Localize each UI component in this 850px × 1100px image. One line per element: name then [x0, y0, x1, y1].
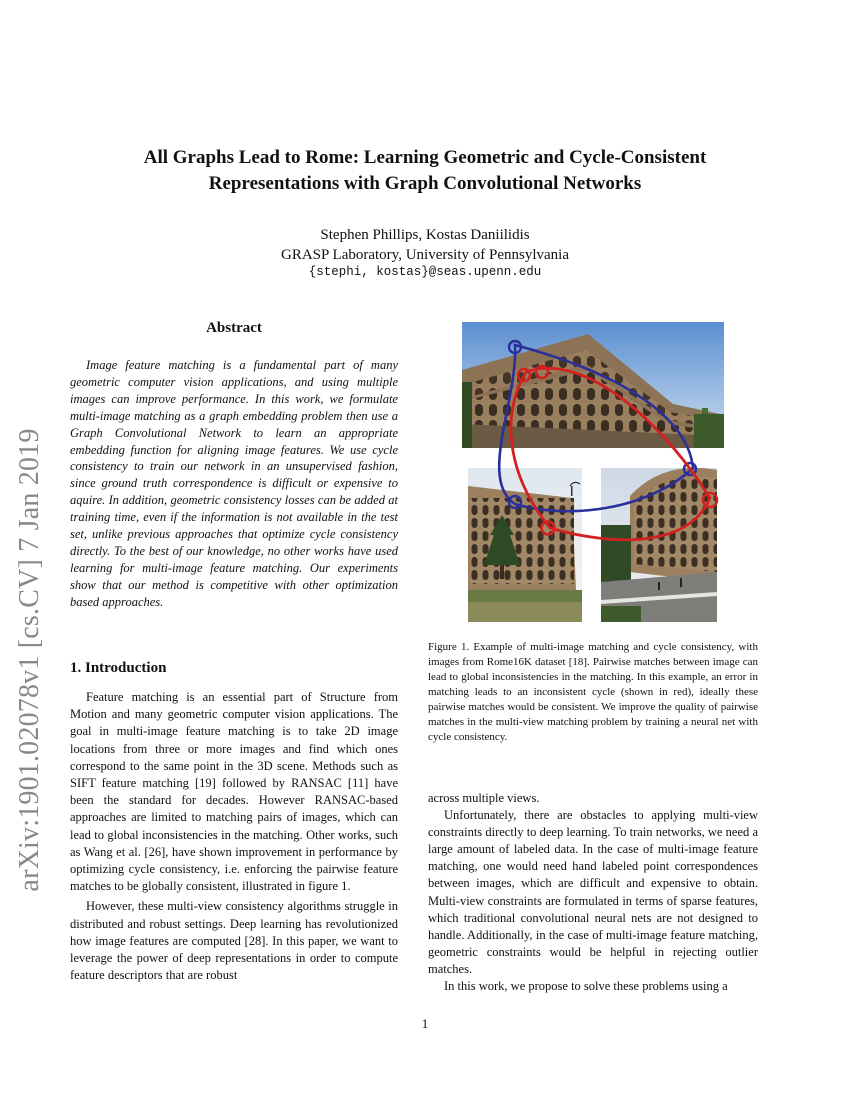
figure-1	[458, 320, 728, 625]
introduction-right-column	[428, 790, 758, 995]
arxiv-id-text: arXiv:1901.02078v1 [cs.CV] 7 Jan 2019	[14, 428, 45, 892]
author-block	[60, 225, 790, 265]
affiliation: GRASP Laboratory, University of Pennsylvania	[280, 247, 570, 263]
figure-1-illustration	[458, 320, 728, 625]
intro-paragraph-1: Feature matching is an essential part of Structure from Motion and many geometric computer vision applications. The goal in multi-image feature matching is to take 2D image locations from three or more images and find which ones correspond to the same point in the 3D scene. Methods such as SIFT feature matching [19] followed by RANSAC [11] have been the standard for decades. However RANSAC-based approaches are limited to matching pairs of images, which can lead to global inconsistencies in the matching. Other works, such as Wang et al. [26], have shown improvement in performance by optimizing cycle consistency, i.e. enforcing the pairwise feature matches to be globally consistent, illustrated in figure 1.	[70, 690, 398, 894]
author-emails: {stephi, kostas}@seas.upenn.edu	[308, 265, 542, 279]
page-number: 1	[421, 1016, 429, 1031]
figure-1-caption: Figure 1. Example of multi-image matching and cycle consistency, with images from Rome16K dataset [18]. Pairwise matches between image can lead to global inconsistencies in the matching. In this example, an error in matching leads to an inconsistent cycle (shown in red), ideally these pairwise matches would be consistent. We improve the quality of pairwise matches in the multi-view matching problem by training a neural net with cycle consistency.	[428, 641, 758, 743]
right-paragraph-3: In this work, we propose to solve these problems using a	[444, 979, 728, 994]
abstract-body: Image feature matching is a fundamental part of many geometric computer vision applications, and using multiple images can improve performance. In this work, we formulate multi-image matching as a graph embedding problem then use a Graph Convolutional Network to learn an appropriate embedding function for aligning image features. We use cycle consistency to train our network in an unsupervised fashion, since ground truth correspondence is difficult or expensive to aquire. In addition, geometric consistency losses can be added at training time, even if the information is not available in the test set, unlike previous approaches that optimize cycle consistency directly. To the best of our knowledge, no other works have used learning for multi-image feature matching. Our experiments show that our method is competitive with other optimization based approaches.	[70, 358, 398, 609]
paper-title	[60, 145, 790, 197]
intro-paragraph-2: However, these multi-view consistency algorithms struggle in distributed and robust settings. Deep learning has revolutionized how image features are computed [28]. In this paper, we want to leverage the power of deep representations in order to compute feature descriptors that are robust	[70, 899, 398, 983]
right-paragraph-1: across multiple views.	[428, 791, 540, 805]
author-names: Stephen Phillips, Kostas Daniilidis	[320, 227, 530, 243]
abstract-heading: Abstract	[206, 320, 262, 336]
section-heading-introduction: 1. Introduction	[70, 660, 167, 676]
title-line-2: Representations with Graph Convolutional Networks	[208, 173, 642, 194]
right-paragraph-2: Unfortunately, there are obstacles to applying multi-view constraints directly to deep learning. To train networks, we need a large amount of labeled data. In the case of multi-image feature matching, one would need hand labeled point correspondences between images, which are difficult and expensive to obtain. Multi-view constraints are formulated in terms of sparse features, which traditional convolutional neural nets are not designed to handle. Additionally, in the case of multi-image feature matching, geometric constraints would be helpful in rejecting outlier matches.	[428, 808, 758, 976]
introduction-left-column	[70, 689, 398, 987]
photo-colosseum-wide	[462, 322, 724, 448]
title-line-1: All Graphs Lead to Rome: Learning Geometric and Cycle-Consistent	[143, 147, 707, 168]
